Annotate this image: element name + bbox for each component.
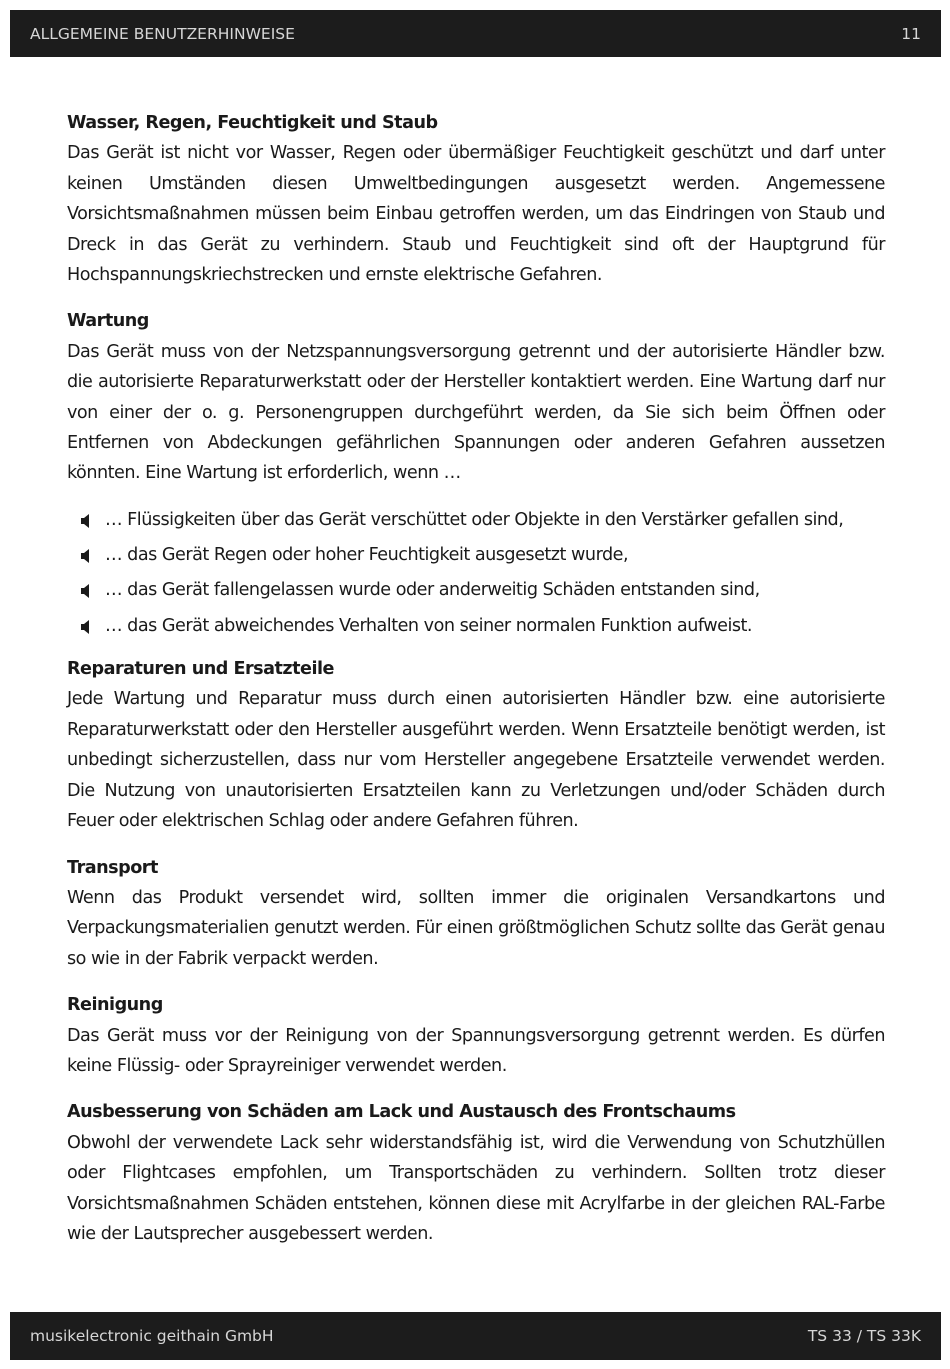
section-body: Wenn das Produkt versendet wird, sollten immer die originalen Versandkartons und Verpackungsmaterialien genutzt werden. Für einen größtmöglichen Schutz sollte das Gerät genau so wie in der Fabrik verpackt werden. (67, 887, 885, 969)
section-title: Transport (67, 857, 158, 878)
section-body: Das Gerät ist nicht vor Wasser, Regen oder übermäßiger Feuchtigkeit geschützt und darf unter keinen Umständen diesen Umweltbedingungen ausgesetzt werden. Angemessene Vorsichtsmaßnahmen müssen beim Einbau getroffen werden, um das Eindringen von Staub und Dreck in das Gerät zu verhindern. Staub und Feuchtigkeit sind oft der Hauptgrund für Hochspannungskriechstrecken und ernste elektrische Gefahren. (67, 143, 885, 286)
section-body: Das Gerät muss von der Netzspannungsversorgung getrennt und der autorisierte Händler bzw. die autorisierte Reparaturwerkstatt oder der Hersteller kontaktiert werden. Eine Wartung darf nur von einer der o. g. Personengruppen durchgeführt werden, da Sie sich beim Öffnen oder Entfernen von Abdeckungen gefährlichen Spannungen oder anderen Gefahren aussetzen könnten. Eine Wartung ist erforderlich, wenn … (67, 341, 885, 484)
section-title: Wasser, Regen, Feuchtigkeit und Staub (67, 113, 438, 133)
page-header (10, 10, 941, 57)
speaker-icon (67, 584, 105, 598)
list-item (67, 505, 885, 540)
section-maintenance (67, 306, 885, 646)
list-item-text: … Flüssigkeiten über das Gerät verschüttet oder Objekte in den Verstärker gefallen sind, (105, 509, 844, 530)
section-paint-repair (67, 1097, 885, 1249)
list-item-text: … das Gerät abweichendes Verhalten von seiner normalen Funktion aufweist. (105, 615, 752, 636)
list-item (67, 575, 885, 610)
section-title: Ausbesserung von Schäden am Lack und Austausch des Frontschaums (67, 1102, 736, 1123)
speaker-icon (67, 549, 105, 563)
list-item-text: … das Gerät fallengelassen wurde oder anderweitig Schäden entstanden sind, (105, 580, 760, 601)
section-water (67, 108, 885, 290)
section-body: Obwohl der verwendete Lack sehr widerstandsfähig ist, wird die Verwendung von Schutzhüllen oder Flightcases empfohlen, um Transportschäden zu verhindern. Sollten trotz dieser Vorsichtsmaßnahmen Schäden entstehen, können diese mit Acrylfarbe in der gleichen RAL-Farbe wie der Lautsprecher ausgebessert werden. (67, 1132, 885, 1244)
maintenance-conditions-list (67, 505, 885, 646)
speaker-icon (67, 514, 105, 528)
section-transport (67, 853, 885, 975)
section-title: Reparaturen und Ersatzteile (67, 659, 334, 680)
page-number: 11 (901, 24, 921, 43)
main-content (67, 108, 885, 1265)
page-footer (10, 1312, 941, 1360)
section-body: Das Gerät muss vor der Reinigung von der Spannungsversorgung getrennt werden. Es dürfen keine Flüssig- oder Sprayreiniger verwendet werden. (67, 1025, 885, 1076)
section-repairs (67, 654, 885, 836)
header-title: ALLGEMEINE BENUTZERHINWEISE (30, 24, 295, 43)
section-body: Jede Wartung und Reparatur muss durch einen autorisierten Händler bzw. eine autorisierte Reparaturwerkstatt oder den Hersteller ausgeführt werden. Wenn Ersatzteile benötigt werden, ist unbedingt sicherzustellen, dass nur vom Hersteller angegebene Ersatzteile verwendet werden. Die Nutzung von unautorisierten Ersatzteilen kann zu Verletzungen und/oder Schäden durch Feuer oder elektrischen Schlag oder andere Gefahren führen. (67, 689, 885, 832)
footer-model: TS 33 / TS 33K (807, 1327, 921, 1345)
speaker-icon (67, 620, 105, 634)
list-item-text: … das Gerät Regen oder hoher Feuchtigkeit ausgesetzt wurde, (105, 545, 629, 566)
footer-company: musikelectronic geithain GmbH (30, 1327, 274, 1345)
section-cleaning (67, 990, 885, 1081)
section-title: Wartung (67, 311, 149, 332)
list-item (67, 540, 885, 575)
list-item (67, 611, 885, 646)
section-title: Reinigung (67, 995, 163, 1016)
